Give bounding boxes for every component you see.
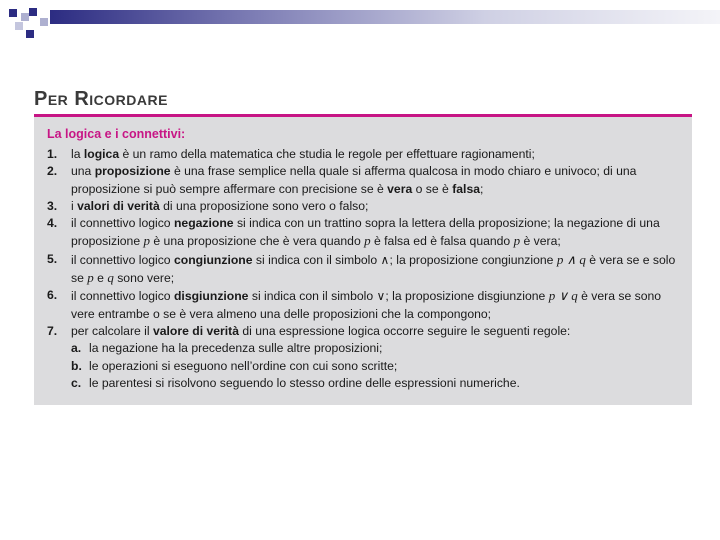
decor-square	[29, 8, 37, 16]
item-text: sono vere;	[113, 271, 175, 286]
item-number: 4.	[47, 216, 58, 231]
variable-q: q	[107, 270, 114, 286]
sub-list-item	[71, 358, 682, 375]
list-item	[44, 163, 682, 198]
item-text: è vera;	[520, 234, 561, 249]
variable-p: p	[364, 233, 371, 249]
item-number: 7.	[47, 323, 58, 338]
item-text: e	[93, 271, 108, 286]
item-number: 6.	[47, 288, 58, 303]
term-bold: vera	[387, 181, 413, 196]
item-text: il connettivo logico	[71, 289, 174, 304]
item-text: è vera se e solo se	[71, 252, 676, 286]
term-bold: disgiunzione	[173, 289, 249, 304]
decor-square	[15, 22, 23, 30]
item-text: è una proposizione che è vera quando	[150, 234, 365, 249]
sub-item-letter: c.	[71, 375, 82, 390]
variable-p: p	[143, 233, 150, 249]
term-bold: congiunzione	[173, 252, 253, 267]
item-text: è una frase semplice nella quale si afferma qualcosa in modo chiaro e univoco; di una proposizione si può sempre affermare con precisione se è	[71, 164, 637, 196]
item-text: il connettivo logico	[71, 252, 174, 267]
item-text: si indica con il simbolo ∨; la proposizione disgiunzione	[248, 289, 549, 304]
item-text: è un ramo della matematica che studia le regole per effettuare ragionamenti;	[119, 147, 535, 161]
item-text: o se è	[412, 181, 453, 196]
list-item	[44, 323, 682, 392]
term-bold: valore di verità	[152, 323, 240, 338]
sub-item-letter: a.	[71, 341, 82, 356]
item-text: per calcolare il	[71, 323, 153, 338]
item-text: è falsa ed è falsa quando	[370, 234, 514, 249]
list-item	[44, 287, 682, 323]
item-text: una	[71, 164, 95, 179]
list-item	[44, 251, 682, 288]
item-number: 5.	[47, 251, 58, 266]
item-text: il connettivo logico	[71, 216, 174, 231]
decor-square	[26, 30, 34, 38]
slide-decoration	[0, 0, 720, 40]
term-bold: negazione	[173, 216, 234, 231]
list-item	[44, 215, 682, 251]
item-text: la	[71, 147, 84, 161]
sub-item-text: le operazioni si eseguono nell’ordine con cui sono scritte;	[89, 358, 398, 373]
sub-item-text: la negazione ha la precedenza sulle altre proposizioni;	[89, 341, 383, 356]
sub-item-letter: b.	[71, 358, 82, 373]
formula: p ∨ q	[548, 288, 578, 304]
sub-rules-list	[71, 340, 682, 392]
summary-box	[34, 117, 692, 405]
sub-list-item	[71, 375, 682, 392]
sub-item-text: le parentesi si risolvono seguendo lo stesso ordine delle espressioni numeriche.	[89, 375, 520, 390]
item-text: di una proposizione sono vero o falso;	[159, 198, 369, 213]
item-text: è vera se sono vere entrambe o se è vera almeno una delle proposizioni che la compongono;	[71, 289, 662, 321]
decor-square	[9, 9, 17, 17]
formula: p ∧ q	[556, 251, 586, 267]
variable-p: p	[87, 270, 94, 286]
item-number: 2.	[47, 164, 58, 179]
header-gradient-bar	[50, 10, 720, 24]
item-text: ;	[480, 181, 484, 196]
page-heading: Per Ricordare	[34, 88, 168, 110]
item-number: 3.	[47, 198, 58, 213]
rules-list	[44, 146, 682, 392]
list-item	[44, 146, 682, 163]
decor-square	[40, 18, 48, 26]
sub-list-item	[71, 340, 682, 357]
item-number: 1.	[47, 147, 58, 161]
term-bold: logica	[83, 147, 120, 161]
term-bold: proposizione	[94, 164, 171, 179]
term-bold: falsa	[452, 181, 480, 196]
decor-square	[21, 13, 29, 21]
section-title: La logica e i connettivi:	[47, 127, 186, 141]
term-bold: valori di verità	[77, 198, 160, 213]
variable-p: p	[513, 233, 521, 249]
list-item	[44, 198, 682, 215]
item-text: di una espressione logica occorre seguire le seguenti regole:	[239, 323, 571, 338]
item-text: si indica con il simbolo ∧; la proposizione congiunzione	[252, 252, 557, 267]
item-text: si indica con un trattino sopra la lettera della proposizione; la negazione di una proposizione	[71, 216, 660, 249]
item-text: i	[71, 198, 78, 213]
